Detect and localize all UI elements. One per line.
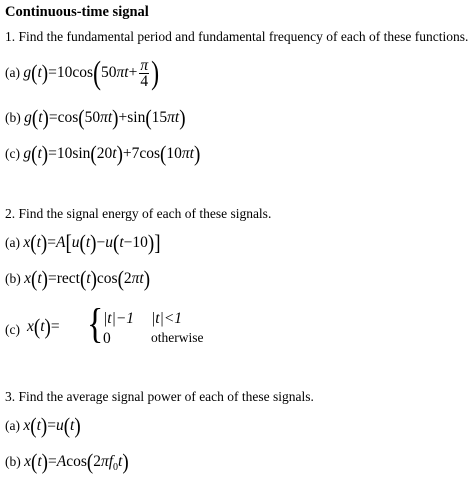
q3-b-label: (b) [5,454,21,470]
q3-part-b [5,450,129,475]
q1-b-equation: g(t)=cos(50πt)+sin(15πt) [24,106,186,131]
q1-part-b [5,106,186,131]
section-title: Continuous-time signal [5,4,149,20]
q3-a-equation: x(t)=u(t) [23,414,81,439]
q3-part-a [5,414,81,439]
question-1-text: 1. Find the fundamental period and fundamental frequency of each of these functions. [5,29,469,44]
q2-c-lhs: x(t)= [27,315,60,340]
q2-c-case-2: 0 [103,330,111,347]
q1-part-a [5,55,160,92]
q3-a-label: (a) [5,418,20,434]
q2-c-condition-1: |t|<1 [151,310,183,327]
q2-b-equation: x(t)=rect(t)cos(2πt) [24,267,151,292]
q1-a-equation: g(t)=10cos(50πt+ $\frac{\pi}{4}$ ) [23,55,160,92]
q2-c-condition-2: otherwise [151,330,204,345]
q1-part-c [5,142,201,167]
q3-b-equation: $x(t)=Acos(2\pi f_0t)$ [24,450,129,475]
q2-b-label: (b) [5,271,21,287]
q2-a-equation: x(t)=A[u(t)−u(t−10)] [23,231,161,256]
q2-c-case-1: |t|−1 [103,310,135,327]
q1-c-equation: g(t)=10sin(20t)+7cos(10πt) [23,142,201,167]
q1-a-label: (a) [5,65,20,81]
q2-c-label: (c) [5,322,20,337]
q2-part-b [5,267,151,292]
q2-c-brace: { [87,301,104,348]
question-2-text: 2. Find the signal energy of each of these signals. [5,206,272,221]
q2-a-label: (a) [5,235,20,251]
question-3-text: 3. Find the average signal power of each of these signals. [5,389,314,404]
q1-b-label: (b) [5,110,21,126]
q1-c-label: (c) [5,146,20,162]
q2-part-a [5,231,161,256]
